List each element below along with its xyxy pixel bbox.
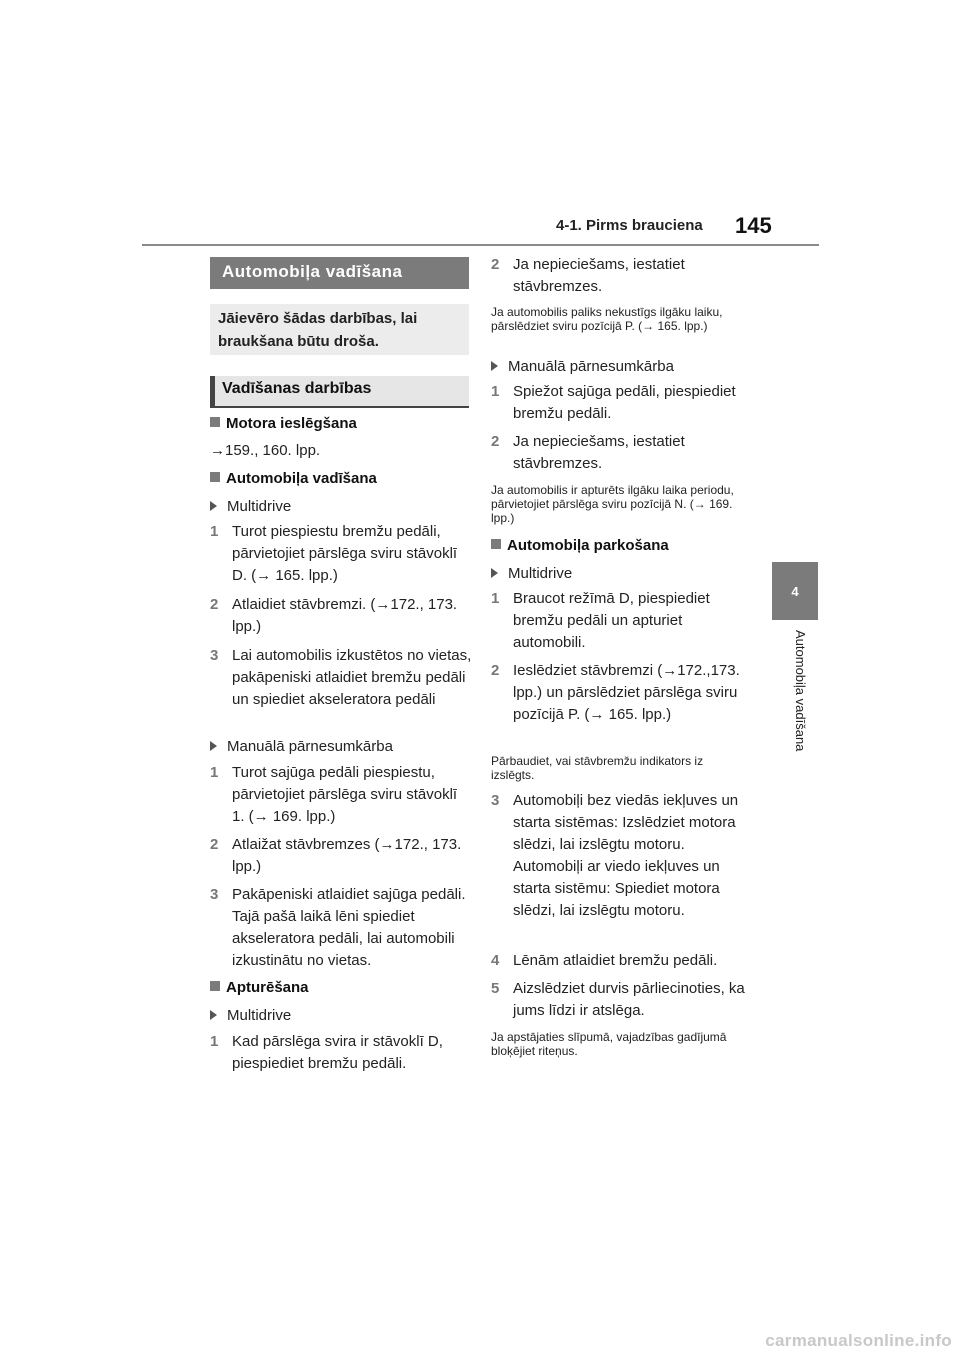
subheading-text: Multidrive bbox=[227, 498, 292, 515]
step-number: 2 bbox=[210, 836, 219, 853]
step-number: 1 bbox=[210, 1033, 219, 1050]
step-text: Lai automobilis izkustētos no vietas, pakāpeniski atlaidiet bremžu pedāli un spiediet akseleratora pedāli bbox=[232, 647, 472, 708]
step-text: Braucot režīmā D, piespiediet bremžu pedāli un apturiet automobili. bbox=[513, 590, 710, 651]
subheading-manual bbox=[491, 358, 674, 375]
step-number: 1 bbox=[491, 590, 500, 607]
square-bullet-icon bbox=[210, 417, 220, 427]
subheading-text: Manuālā pārnesumkārba bbox=[227, 738, 393, 755]
step-number: 2 bbox=[491, 662, 500, 679]
step-text: Ieslēdziet stāvbremzi (→172.,173. lpp.) un pārslēdziet pārslēga sviru pozīcijā P. (→ 165. lpp.) bbox=[513, 662, 740, 723]
triangle-bullet-icon bbox=[210, 501, 217, 511]
chapter-tab-number[interactable]: 4 bbox=[772, 562, 818, 620]
step-number: 2 bbox=[491, 433, 500, 450]
step-number: 2 bbox=[210, 596, 219, 613]
step-number: 3 bbox=[491, 792, 500, 809]
subtitle-text: Vadīšanas darbības bbox=[222, 380, 372, 397]
note-text: Ja automobilis paliks nekustīgs ilgāku laiku, pārslēdziet sviru pozīcijā P. (→ 165. lpp.) bbox=[491, 305, 723, 333]
step-text: Atlaidiet stāvbremzi. (→172., 173. lpp.) bbox=[232, 596, 458, 635]
heading-stopping bbox=[210, 979, 309, 996]
reference-link[interactable]: →159., 160. lpp. bbox=[210, 442, 321, 459]
heading-text: Apturēšana bbox=[226, 979, 309, 996]
step-text: Turot piespiestu bremžu pedāli, pārvietojiet pārslēga sviru stāvoklī D. (→ 165. lpp.) bbox=[232, 523, 458, 584]
triangle-bullet-icon bbox=[210, 1010, 217, 1020]
heading-engine-start bbox=[210, 415, 357, 432]
square-bullet-icon bbox=[210, 472, 220, 482]
step-number: 5 bbox=[491, 980, 500, 997]
step-text: Aizslēdziet durvis pārliecinoties, ka jums līdzi ir atslēga. bbox=[513, 980, 745, 1019]
step-number: 3 bbox=[210, 886, 219, 903]
step-text: Lēnām atlaidiet bremžu pedāli. bbox=[513, 952, 718, 969]
step-text: Ja nepieciešams, iestatiet stāvbremzes. bbox=[513, 256, 685, 295]
subheading-text: Multidrive bbox=[227, 1007, 292, 1024]
heading-text: Automobiļa parkošana bbox=[507, 537, 669, 554]
note-text: Pārbaudiet, vai stāvbremžu indikators iz izslēgts. bbox=[491, 754, 704, 782]
square-bullet-icon bbox=[210, 981, 220, 991]
heading-text: Motora ieslēgšana bbox=[226, 415, 357, 432]
subheading-manual bbox=[210, 738, 393, 755]
section-subtitle bbox=[210, 376, 469, 408]
step-number: 3 bbox=[210, 647, 219, 664]
heading-text: Automobiļa vadīšana bbox=[226, 470, 377, 487]
triangle-bullet-icon bbox=[491, 361, 498, 371]
heading-parking bbox=[491, 537, 669, 554]
page-title: Automobiļa vadīšana bbox=[210, 257, 469, 289]
step-text: Turot sajūga pedāli piespiestu, pārvietojiet pārslēga sviru stāvoklī 1. (→ 169. lpp.) bbox=[232, 764, 458, 825]
heading-driving bbox=[210, 470, 377, 487]
chapter-tab-label: Automobiļa vadīšana bbox=[793, 630, 808, 752]
step-text: Pakāpeniski atlaidiet sajūga pedāli. Tajā pašā laikā lēni spiediet akseleratora pedāli, lai automobili izkustinātu no vietas. bbox=[232, 886, 466, 969]
step-number: 2 bbox=[491, 256, 500, 273]
watermark: carmanualsonline.info bbox=[765, 1331, 952, 1350]
section-label: 4-1. Pirms brauciena bbox=[556, 217, 703, 234]
triangle-bullet-icon bbox=[210, 741, 217, 751]
step-number: 1 bbox=[210, 764, 219, 781]
triangle-bullet-icon bbox=[491, 568, 498, 578]
header-rule bbox=[142, 244, 819, 246]
subheading-text: Manuālā pārnesumkārba bbox=[508, 358, 674, 375]
square-bullet-icon bbox=[491, 539, 501, 549]
step-text: Ja nepieciešams, iestatiet stāvbremzes. bbox=[513, 433, 685, 472]
subheading-text: Multidrive bbox=[508, 565, 573, 582]
subheading-multidrive bbox=[210, 1007, 291, 1024]
step-text: Kad pārslēga svira ir stāvoklī D, piespiediet bremžu pedāli. bbox=[232, 1033, 443, 1072]
note-text: Ja automobilis ir apturēts ilgāku laika periodu, pārvietojiet pārslēga sviru pozīcijā N. (→ 169. lpp.) bbox=[491, 483, 734, 525]
step-number: 4 bbox=[491, 952, 500, 969]
page-number: 145 bbox=[735, 213, 772, 238]
subheading-multidrive bbox=[210, 498, 291, 515]
step-number: 1 bbox=[491, 383, 500, 400]
subheading-multidrive bbox=[491, 565, 572, 582]
step-number: 1 bbox=[210, 523, 219, 540]
note-text: Ja apstājaties slīpumā, vajadzības gadījumā bloķējiet riteņus. bbox=[491, 1030, 727, 1058]
step-text: Automobiļi bez viedās iekļuves un starta sistēmas: Izslēdziet motora slēdzi, lai izslēgtu motoru. Automobiļi ar viedo iekļuves un starta sistēmu: Spiediet motora slēdzi, lai izslēgtu motoru. bbox=[513, 792, 739, 919]
intro-text: Jāievēro šādas darbības, lai braukšana būtu droša. bbox=[210, 304, 469, 355]
step-text: Spiežot sajūga pedāli, piespiediet bremžu pedāli. bbox=[513, 383, 736, 422]
step-text: Atlaižat stāvbremzes (→172., 173. lpp.) bbox=[232, 836, 462, 875]
